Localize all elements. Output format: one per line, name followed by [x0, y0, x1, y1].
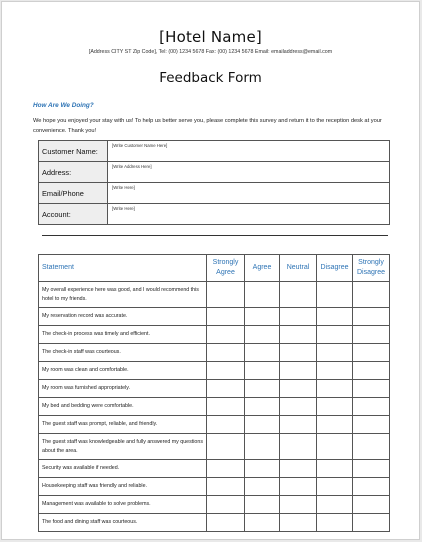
- guest-info-field[interactable]: [Write Here]: [108, 183, 390, 204]
- survey-row: [39, 398, 390, 416]
- rating-cell[interactable]: [245, 380, 280, 398]
- rating-cell[interactable]: [245, 362, 280, 380]
- rating-cell[interactable]: [317, 362, 353, 380]
- survey-row: [39, 514, 390, 532]
- rating-cell[interactable]: [245, 514, 280, 532]
- rating-cell[interactable]: [353, 380, 390, 398]
- rating-cell[interactable]: [245, 434, 280, 460]
- guest-info-label: Account:: [39, 204, 108, 225]
- survey-row: [39, 344, 390, 362]
- document-page: [1, 1, 420, 540]
- survey-row: [39, 416, 390, 434]
- rating-cell[interactable]: [317, 478, 353, 496]
- rating-cell[interactable]: [280, 434, 317, 460]
- form-title: Feedback Form: [159, 70, 262, 86]
- guest-info-label: Address:: [39, 162, 108, 183]
- rating-cell[interactable]: [207, 434, 245, 460]
- rating-cell[interactable]: [353, 416, 390, 434]
- survey-row: [39, 434, 390, 460]
- survey-statement: The check-in staff was courteous.: [39, 344, 207, 362]
- rating-cell[interactable]: [207, 282, 245, 308]
- rating-column-header: Strongly Agree: [207, 255, 245, 282]
- rating-cell[interactable]: [317, 496, 353, 514]
- rating-cell[interactable]: [280, 416, 317, 434]
- survey-row: [39, 282, 390, 308]
- rating-cell[interactable]: [353, 398, 390, 416]
- rating-cell[interactable]: [353, 308, 390, 326]
- rating-cell[interactable]: [317, 344, 353, 362]
- section-heading: How Are We Doing?: [33, 102, 94, 109]
- guest-info-field[interactable]: [Write Address Here]: [108, 162, 390, 183]
- survey-row: [39, 308, 390, 326]
- rating-cell[interactable]: [245, 496, 280, 514]
- rating-cell[interactable]: [353, 282, 390, 308]
- guest-info-field[interactable]: [Write Here]: [108, 204, 390, 225]
- survey-table: [38, 254, 390, 532]
- rating-column-header: Agree: [245, 255, 280, 282]
- rating-cell[interactable]: [317, 434, 353, 460]
- guest-info-field[interactable]: [Write Customer Name Here]: [108, 141, 390, 162]
- rating-cell[interactable]: [245, 282, 280, 308]
- rating-cell[interactable]: [280, 282, 317, 308]
- survey-statement: My bed and bedding were comfortable.: [39, 398, 207, 416]
- rating-cell[interactable]: [353, 514, 390, 532]
- guest-info-label: Email/Phone: [39, 183, 108, 204]
- rating-column-header: Strongly Disagree: [353, 255, 390, 282]
- survey-row: [39, 362, 390, 380]
- rating-cell[interactable]: [207, 416, 245, 434]
- rating-column-header: Neutral: [280, 255, 317, 282]
- rating-cell[interactable]: [280, 478, 317, 496]
- statement-column-header: Statement: [39, 255, 207, 282]
- survey-statement: My room was clean and comfortable.: [39, 362, 207, 380]
- survey-header-row: [39, 255, 390, 282]
- intro-text: We hope you enjoyed your stay with us! To help us better serve you, please complete this survey and return it to the reception desk at your convenience. Thank you!: [33, 118, 382, 134]
- rating-cell[interactable]: [317, 514, 353, 532]
- survey-statement: The food and dining staff was courteous.: [39, 514, 207, 532]
- guest-info-row: [39, 141, 390, 162]
- guest-info-row: [39, 162, 390, 183]
- survey-statement: The check-in process was timely and efficient.: [39, 326, 207, 344]
- rating-cell[interactable]: [207, 344, 245, 362]
- survey-row: [39, 478, 390, 496]
- address-line: [Address CITY ST Zip Code], Tel: (00) 1234 5678 Fax: (00) 1234 5678 Email: emailaddress@email.com: [88, 49, 333, 55]
- survey-row: [39, 326, 390, 344]
- rating-cell[interactable]: [245, 326, 280, 344]
- rating-cell[interactable]: [207, 326, 245, 344]
- survey-statement: Security was available if needed.: [39, 460, 207, 478]
- guest-info-table: [38, 140, 390, 225]
- rating-cell[interactable]: [280, 326, 317, 344]
- rating-cell[interactable]: [207, 380, 245, 398]
- rating-cell[interactable]: [280, 380, 317, 398]
- rating-cell[interactable]: [207, 308, 245, 326]
- rating-cell[interactable]: [207, 362, 245, 380]
- rating-cell[interactable]: [353, 344, 390, 362]
- rating-cell[interactable]: [317, 460, 353, 478]
- rating-cell[interactable]: [353, 434, 390, 460]
- rating-cell[interactable]: [207, 496, 245, 514]
- guest-info-row: [39, 204, 390, 225]
- survey-statement: My room was furnished appropriately.: [39, 380, 207, 398]
- rating-cell[interactable]: [353, 326, 390, 344]
- rating-cell[interactable]: [207, 514, 245, 532]
- rating-cell[interactable]: [280, 344, 317, 362]
- rating-cell[interactable]: [245, 344, 280, 362]
- survey-statement: The guest staff was knowledgeable and fully answered my questions about the area.: [39, 434, 207, 460]
- survey-statement: My overall experience here was good, and I would recommend this hotel to my friends.: [39, 282, 207, 308]
- survey-statement: Management was available to solve problems.: [39, 496, 207, 514]
- survey-statement: Housekeeping staff was friendly and reliable.: [39, 478, 207, 496]
- rating-cell[interactable]: [207, 460, 245, 478]
- rating-cell[interactable]: [353, 460, 390, 478]
- rating-cell[interactable]: [280, 398, 317, 416]
- rating-cell[interactable]: [353, 362, 390, 380]
- guest-info-label: Customer Name:: [39, 141, 108, 162]
- hotel-name: [Hotel Name]: [159, 28, 262, 46]
- rating-cell[interactable]: [353, 478, 390, 496]
- divider-line: [42, 235, 388, 236]
- survey-row: [39, 496, 390, 514]
- rating-cell[interactable]: [317, 282, 353, 308]
- survey-row: [39, 380, 390, 398]
- survey-statement: My reservation record was accurate.: [39, 308, 207, 326]
- rating-cell[interactable]: [245, 398, 280, 416]
- rating-cell[interactable]: [317, 326, 353, 344]
- rating-column-header: Disagree: [317, 255, 353, 282]
- rating-cell[interactable]: [317, 380, 353, 398]
- survey-statement: The guest staff was prompt, reliable, and friendly.: [39, 416, 207, 434]
- rating-cell[interactable]: [317, 308, 353, 326]
- rating-cell[interactable]: [280, 460, 317, 478]
- rating-cell[interactable]: [280, 308, 317, 326]
- rating-cell[interactable]: [280, 362, 317, 380]
- rating-cell[interactable]: [317, 398, 353, 416]
- rating-cell[interactable]: [207, 398, 245, 416]
- rating-cell[interactable]: [317, 416, 353, 434]
- rating-cell[interactable]: [245, 478, 280, 496]
- survey-row: [39, 460, 390, 478]
- rating-cell[interactable]: [280, 496, 317, 514]
- rating-cell[interactable]: [245, 308, 280, 326]
- rating-cell[interactable]: [245, 416, 280, 434]
- rating-cell[interactable]: [353, 496, 390, 514]
- rating-cell[interactable]: [207, 478, 245, 496]
- rating-cell[interactable]: [245, 460, 280, 478]
- rating-cell[interactable]: [280, 514, 317, 532]
- guest-info-row: [39, 183, 390, 204]
